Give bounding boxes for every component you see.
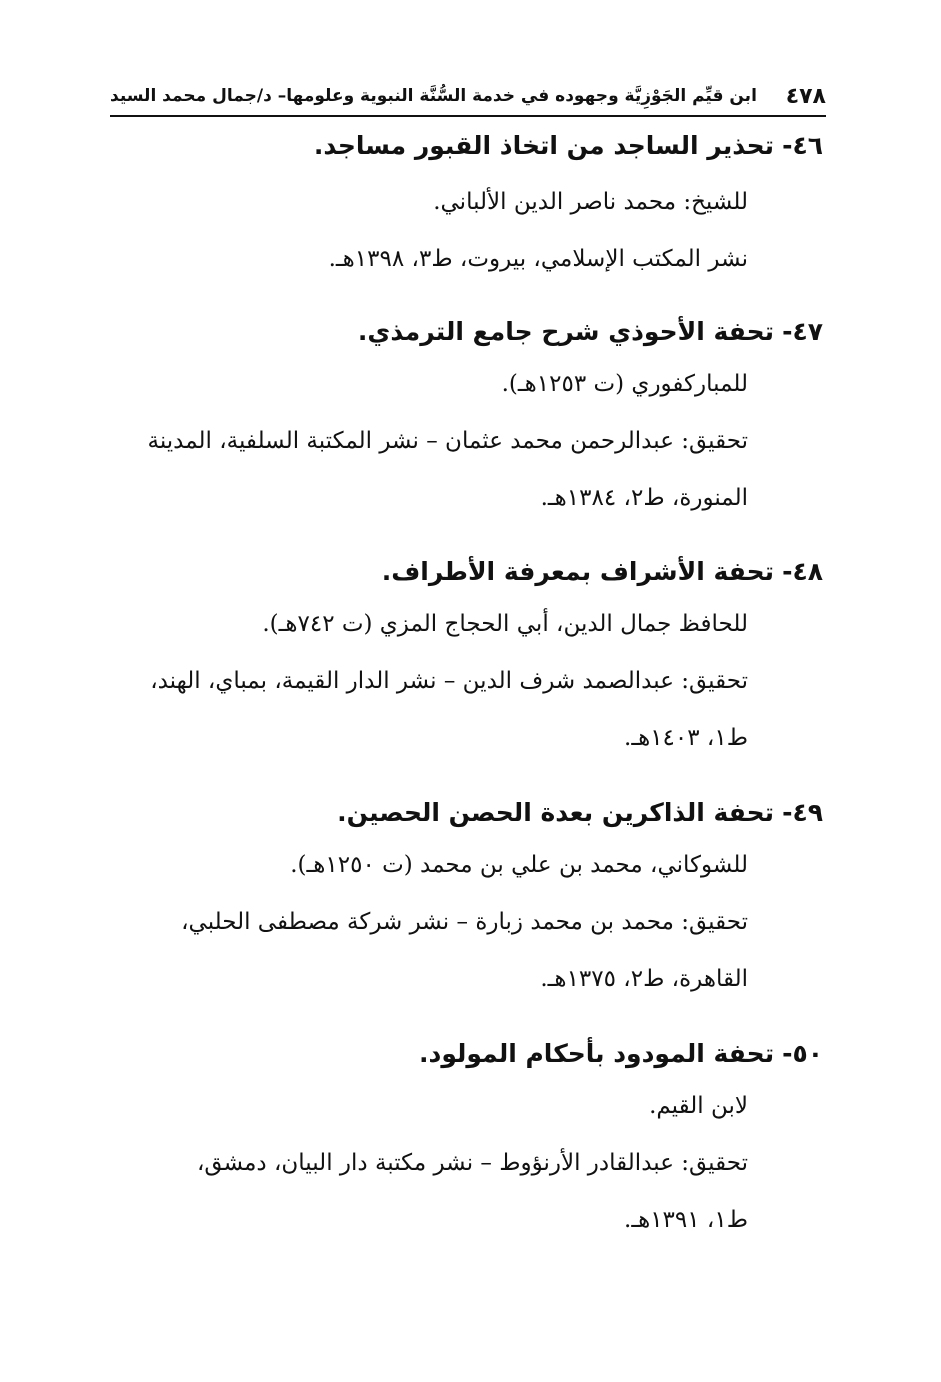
entry-publisher-line: تحقيق: عبدالصمد شرف الدين – نشر الدار القيمة، بمباي، الهند،: [150, 668, 748, 694]
entry-title: [110, 312, 823, 352]
entry-publisher-line: تحقيق: عبدالقادر الأرنؤوط – نشر مكتبة دار البيان، دمشق،: [196, 1150, 748, 1176]
bibliography-entry-49: [110, 793, 823, 1008]
running-title: ابن قيِّم الجَوْزِيَّة وجهوده في خدمة السُّنَّة النبوية وعلومها– د/جمال محمد السيد: [110, 86, 757, 106]
entry-author-line: للشوكاني، محمد بن علي بن محمد (ت ١٢٥٠هـ).: [290, 852, 748, 878]
entry-title: [110, 552, 823, 592]
entry-publisher-line: تحقيق: محمد بن محمد زبارة – نشر شركة مصطفى الحلبي،: [181, 909, 748, 935]
entry-title: [110, 1034, 823, 1074]
entry-title-text: تحفة المودود بأحكام المولود.: [419, 1039, 775, 1068]
entry-publisher-continuation: القاهرة، ط٢، ١٣٧٥هـ.: [540, 966, 748, 992]
entry-publisher-continuation: ط١، ١٤٠٣هـ.: [624, 725, 748, 751]
bibliography-entry-50: [110, 1034, 823, 1249]
header-rule: [110, 115, 826, 117]
entry-author-line: لابن القيم.: [649, 1093, 748, 1119]
entry-title: [110, 793, 823, 833]
entry-number: ٥٠-: [782, 1039, 823, 1068]
entry-author-line: للحافظ جمال الدين، أبي الحجاج المزي (ت ٧٤٢هـ).: [262, 611, 748, 637]
page-number: ٤٧٨: [785, 83, 826, 109]
entry-publisher-continuation: المنورة، ط٢، ١٣٨٤هـ.: [540, 485, 748, 511]
entry-publisher-line: نشر المكتب الإسلامي، بيروت، ط٣، ١٣٩٨هـ.: [328, 246, 748, 272]
entry-author-line: للمباركفوري (ت ١٢٥٣هـ).: [501, 371, 748, 397]
bibliography-entry-47: [110, 312, 823, 527]
entry-title-text: تحذير الساجد من اتخاذ القبور مساجد.: [313, 131, 775, 160]
bibliography-entry-48: [110, 552, 823, 767]
entry-title-text: تحفة الأشراف بمعرفة الأطراف.: [381, 557, 775, 586]
entry-title-text: تحفة الأحوذي شرح جامع الترمذي.: [357, 317, 775, 346]
entry-number: ٤٩-: [782, 798, 823, 827]
entry-author-line: للشيخ: محمد ناصر الدين الألباني.: [433, 189, 748, 215]
bibliography-entry-46: [110, 126, 823, 288]
entry-title-text: تحفة الذاكرين بعدة الحصن الحصين.: [337, 798, 775, 827]
entry-publisher-continuation: ط١، ١٣٩١هـ.: [624, 1207, 748, 1233]
page-header: [110, 78, 826, 114]
entry-title: [110, 126, 823, 166]
entry-number: ٤٨-: [782, 557, 823, 586]
entry-publisher-line: تحقيق: عبدالرحمن محمد عثمان – نشر المكتبة السلفية، المدينة: [147, 428, 748, 454]
entry-number: ٤٦-: [782, 131, 823, 160]
entry-number: ٤٧-: [782, 317, 823, 346]
